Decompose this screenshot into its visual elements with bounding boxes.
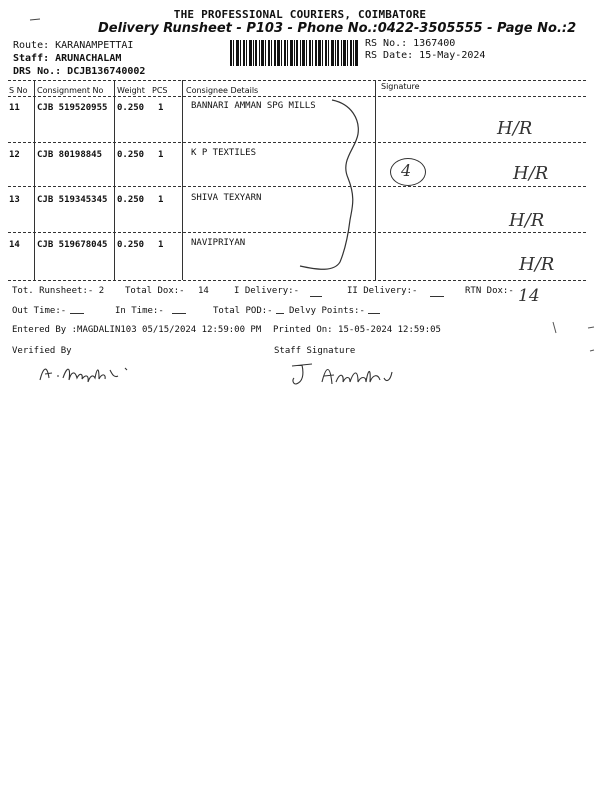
handwritten-mark: H/R xyxy=(509,210,545,231)
row-consignee: K P TEXTILES xyxy=(191,148,257,158)
handwritten-mark: H/R xyxy=(497,118,533,139)
i-delivery-label: I Delivery:- xyxy=(234,286,300,296)
col-header-signature: Signature xyxy=(381,82,420,91)
circled-count: 4 xyxy=(401,161,412,180)
handwritten-dash xyxy=(70,313,84,314)
col-header-consignee: Consignee Details xyxy=(186,86,259,95)
total-dox-value: 14 xyxy=(198,286,209,296)
in-time-label: In Time:- xyxy=(115,306,164,316)
row-consignee: BANNARI AMMAN SPG MILLS xyxy=(191,101,316,111)
total-dox-label: Total Dox:- xyxy=(125,286,185,296)
handwritten-dash xyxy=(172,313,186,314)
delvy-points-label: Delvy Points:- xyxy=(289,306,365,316)
rtn-dox-handwritten: 14 xyxy=(518,286,540,306)
drs-number: DRS No.: DCJB136740002 xyxy=(13,66,146,77)
col-header-pcs: PCS xyxy=(152,86,168,95)
company-name: THE PROFESSIONAL COURIERS, COIMBATORE xyxy=(173,8,427,21)
col-header-sno: S No xyxy=(9,86,28,95)
handwritten-mark: H/R xyxy=(513,163,549,184)
row-weight: 0.250 xyxy=(117,103,145,113)
row-pcs: 1 xyxy=(158,195,164,205)
handwritten-dash xyxy=(276,313,284,314)
handwritten-dash xyxy=(310,296,322,297)
row-pcs: 1 xyxy=(158,240,164,250)
staff-signature-label: Staff Signature xyxy=(274,346,356,356)
handwritten-dash xyxy=(430,296,444,297)
out-time-label: Out Time:- xyxy=(12,306,67,316)
col-header-consignment: Consignment No xyxy=(37,86,104,95)
row-pcs: 1 xyxy=(158,150,164,160)
printed-on: Printed On: 15-05-2024 12:59:05 xyxy=(273,325,441,335)
verified-by-signature xyxy=(35,358,155,388)
handwritten-mark: H/R xyxy=(519,254,555,275)
tot-runsheet: Tot. Runsheet:- 2 xyxy=(12,286,105,296)
total-pod-label: Total POD:- xyxy=(213,306,273,316)
row-consignment: CJB 519520955 xyxy=(37,103,108,113)
entered-by: Entered By :MAGDALIN103 05/15/2024 12:59:00 PM xyxy=(12,325,262,335)
ii-delivery-label: II Delivery:- xyxy=(347,286,418,296)
rtn-dox-label: RTN Dox:- xyxy=(465,286,514,296)
runsheet-title: Delivery Runsheet - P103 - Phone No.:0422-3505555 - Page No.:2 xyxy=(98,21,577,36)
rs-number: RS No.: 1367400 xyxy=(365,38,456,49)
row-consignment: CJB 80198845 xyxy=(37,150,103,160)
handwritten-dash xyxy=(368,313,380,314)
row-sno: 11 xyxy=(9,103,20,113)
row-sno: 13 xyxy=(9,195,20,205)
row-sno: 14 xyxy=(9,240,20,250)
row-consignment: CJB 519345345 xyxy=(37,195,108,205)
row-weight: 0.250 xyxy=(117,195,145,205)
col-header-weight: Weight xyxy=(117,86,145,95)
row-consignee: NAVIPRIYAN xyxy=(191,238,246,248)
row-consignee: SHIVA TEXYARN xyxy=(191,193,262,203)
row-weight: 0.250 xyxy=(117,240,145,250)
row-pcs: 1 xyxy=(158,103,164,113)
row-sno: 12 xyxy=(9,150,20,160)
route-label: Route: KARANAMPETTAI xyxy=(13,40,134,51)
staff-signature-handwritten xyxy=(288,360,408,390)
rs-date: RS Date: 15-May-2024 xyxy=(365,50,486,61)
row-weight: 0.250 xyxy=(117,150,145,160)
verified-by-label: Verified By xyxy=(12,346,72,356)
row-consignment: CJB 519678045 xyxy=(37,240,108,250)
staff-label: Staff: ARUNACHALAM xyxy=(13,53,122,64)
